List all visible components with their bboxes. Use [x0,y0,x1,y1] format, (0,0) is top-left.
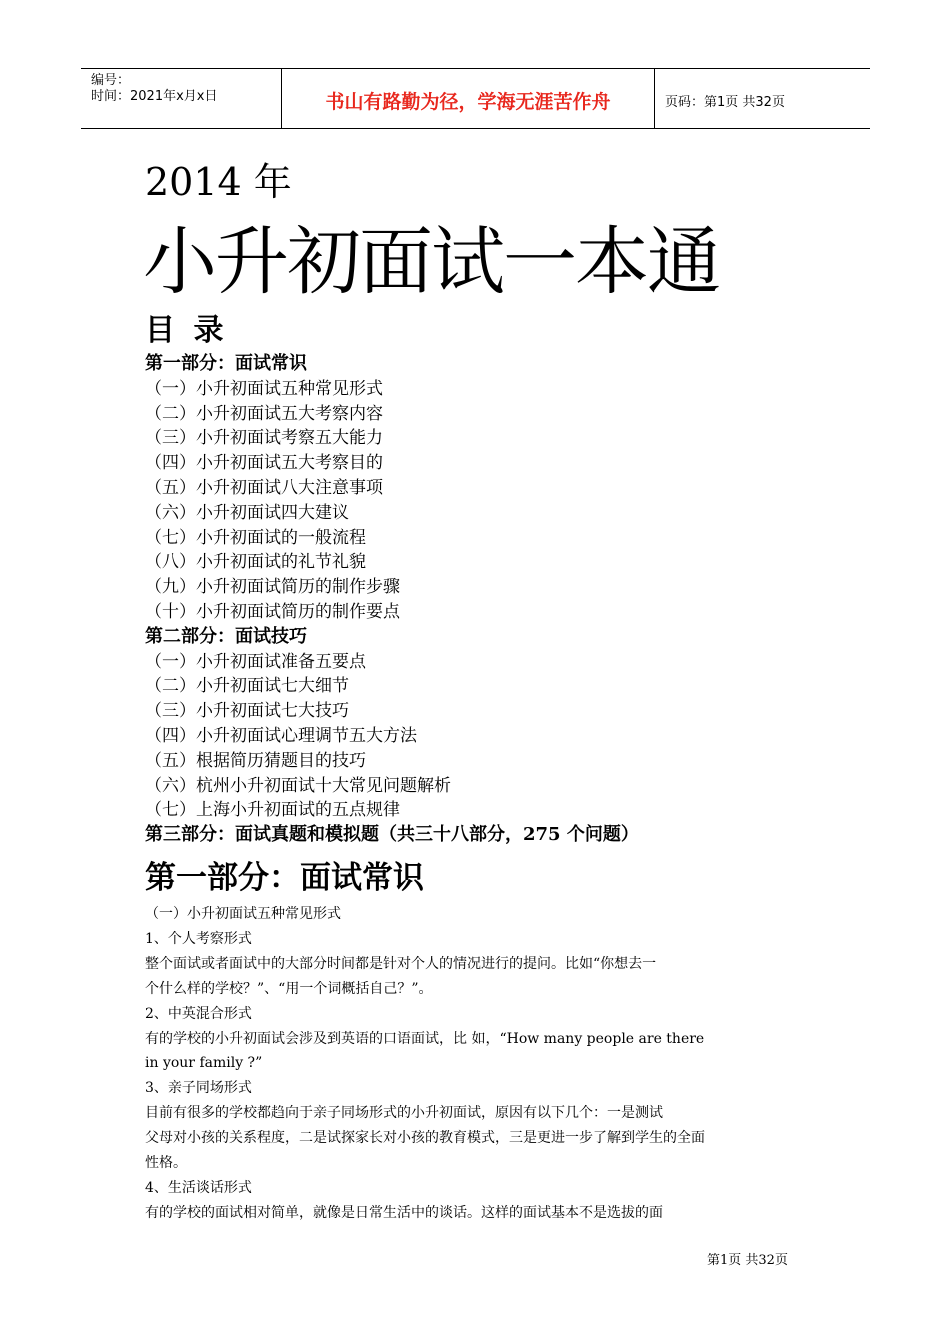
toc-item: （三）小升初面试七大技巧 [145,701,349,722]
header-meta [81,69,282,128]
body-text [145,902,705,1226]
document-title: 小升初面试一本通 [143,219,719,305]
body-line: 4、生活谈话形式 [145,1179,252,1196]
page-header [81,68,870,129]
table-of-contents [145,352,639,848]
toc-item: （十）小升初面试简历的制作要点 [145,601,400,622]
toc-item: （一）小升初面试五种常见形式 [145,378,383,399]
toc-item: （三）小升初面试考察五大能力 [145,428,383,449]
body-line: 父母对小孩的关系程度，二是试探家长对小孩的教育模式，三是更进一步了解到学生的全面 [145,1130,705,1147]
header-motto: 书山有路勤为径，学海无涯苦作舟 [282,69,655,128]
toc-item: （五）小升初面试八大注意事项 [145,477,383,498]
toc-item: （一）小升初面试准备五要点 [145,651,366,672]
body-line: in your family ?” [145,1055,263,1072]
number-label: 编号： [91,73,131,88]
toc-item: （七）上海小升初面试的五点规律 [145,800,400,821]
toc-item: （四）小升初面试心理调节五大方法 [145,725,417,746]
header-page-info: 页码：第1页 共32页 [665,94,785,110]
toc-section: 第二部分：面试技巧 [145,625,307,647]
page-footer: 第1页 共32页 [707,1253,788,1268]
body-line: 性格。 [145,1155,187,1172]
toc-section: 第一部分：面试常识 [145,353,307,374]
body-line: 2、中英混合形式 [145,1005,252,1022]
body-line: 个什么样的学校？”、“用一个词概括自己？”。 [145,980,433,997]
body-line: 3、亲子同场形式 [145,1080,252,1097]
body-line: 有的学校的面试相对简单，就像是日常生活中的谈话。这样的面试基本不是选拔的面 [145,1204,663,1221]
time-label: 时间：2021年x月x日 [91,89,218,104]
toc-item: （二）小升初面试五大考察内容 [145,403,383,424]
toc-item: （六）小升初面试四大建议 [145,502,349,523]
toc-title: 目 录 [145,313,228,348]
body-line: 整个面试或者面试中的大部分时间都是针对个人的情况进行的提问。比如“你想去一 [145,955,657,972]
body-line: 有的学校的小升初面试会涉及到英语的口语面试，比 如，“How many people are there [145,1030,705,1047]
body-line: （一）小升初面试五种常见形式 [145,906,341,922]
toc-item: （七）小升初面试的一般流程 [145,527,366,548]
body-line: 目前有很多的学校都趋向于亲子同场形式的小升初面试，原因有以下几个：一是测试 [145,1105,663,1122]
body-line: 1、个人考察形式 [145,930,252,947]
toc-item: （五）根据简历猜题目的技巧 [145,750,366,771]
toc-item: （八）小升初面试的礼节礼貌 [145,552,366,573]
section-heading: 第一部分：面试常识 [145,860,424,896]
toc-item: （六）杭州小升初面试十大常见问题解析 [145,775,451,796]
toc-item: （九）小升初面试简历的制作步骤 [145,577,400,598]
toc-item: （二）小升初面试七大细节 [145,676,349,697]
toc-item: （四）小升初面试五大考察目的 [145,453,383,474]
toc-section: 第三部分：面试真题和模拟题（共三十八部分，275 个问题） [145,824,639,846]
document-year: 2014 年 [145,160,292,204]
